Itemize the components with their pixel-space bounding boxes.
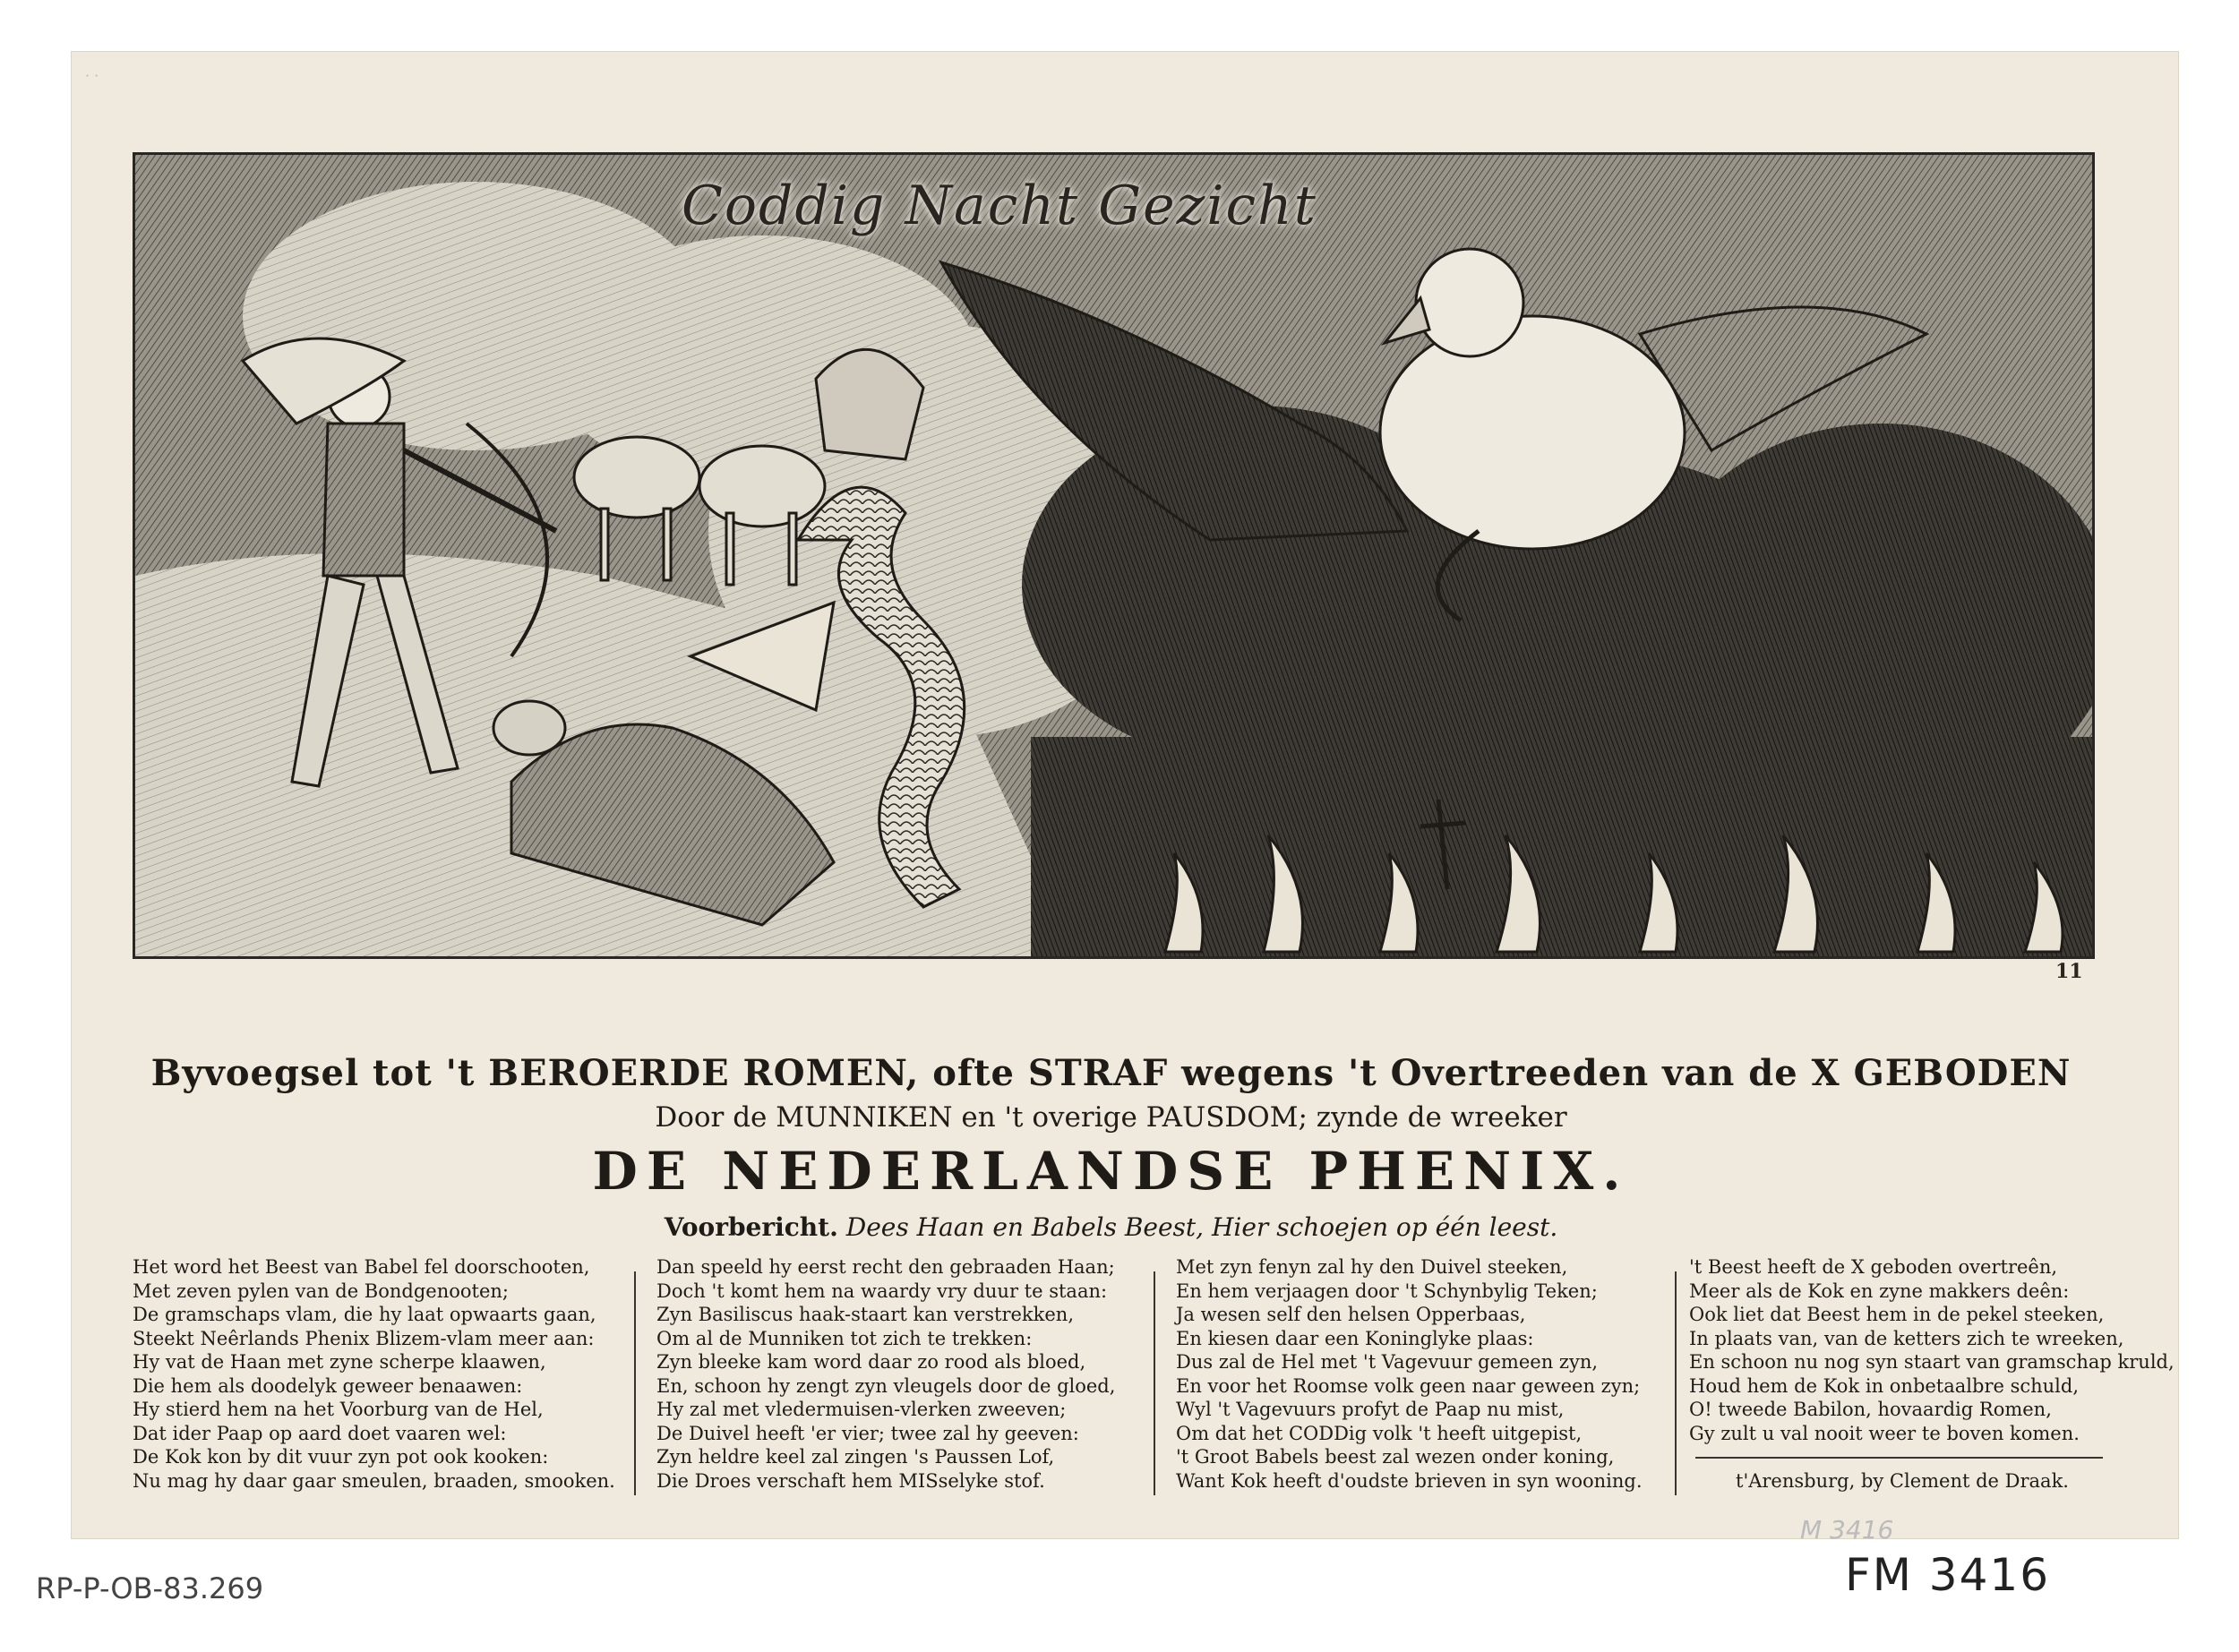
verse-line: En schoon nu nog syn staart van gramschap kruld, [1689, 1351, 2175, 1373]
verse-line: De Kok kon by dit vuur zyn pot ook kooken: [133, 1446, 549, 1468]
engraved-title: Coddig Nacht Gezicht [682, 175, 1317, 237]
verse-area [133, 1255, 2175, 1506]
verse-line: Hy stierd hem na het Voorburg van de Hel, [133, 1399, 544, 1420]
imprint-rule [1695, 1457, 2103, 1459]
column-divider [1675, 1271, 1677, 1495]
verse-line: Meer als de Kok en zyne makkers deên: [1689, 1280, 2070, 1302]
column-divider [1154, 1271, 1155, 1495]
verse-line: En voor het Roomse volk geen naar geween zyn; [1176, 1374, 1641, 1397]
verse-line: Die Droes verschaft hem MISselyke stof. [656, 1469, 1045, 1492]
corner-pencil-mark: · · [85, 67, 99, 84]
verse-line: Ook liet dat Beest hem in de pekel steeken, [1689, 1304, 2105, 1325]
verse-line: De Duivel heeft 'er vier; twee zal hy geeven: [656, 1422, 1079, 1444]
title-block [133, 1052, 2089, 1242]
preface-line [133, 1212, 2089, 1242]
verse-line: Die hem als doodelyk geweer benaawen: [133, 1374, 523, 1397]
verse-line: Zyn Basiliscus haak-staart kan verstrekken, [656, 1304, 1075, 1325]
preface-label: Voorbericht. [664, 1212, 838, 1242]
verse-line: Om al de Munniken tot zich te trekken: [656, 1327, 1033, 1349]
verse-line: Met zyn fenyn zal hy den Duivel steeken, [1176, 1256, 1568, 1278]
verse-line: Doch 't komt hem na waardy vry duur te staan: [656, 1280, 1108, 1302]
verse-column-1 [133, 1255, 616, 1493]
engraved-plate [133, 152, 2095, 959]
verse-line: In plaats van, van de ketters zich te wreeken, [1689, 1327, 2124, 1349]
verse-column-2 [656, 1255, 1122, 1493]
imprint: t'Arensburg, by Clement de Draak. [1736, 1470, 2069, 1492]
column-divider [634, 1271, 636, 1495]
preface-text: Dees Haan en Babels Beest, Hier schoejen op één leest. [845, 1212, 1558, 1242]
engraving-illustration [135, 155, 2092, 956]
verse-line: Met zeven pylen van de Bondgenooten; [133, 1280, 509, 1302]
verse-line: Gy zult u val nooit weer te boven komen. [1689, 1422, 2080, 1444]
inventory-number: FM 3416 [1845, 1549, 2051, 1601]
verse-line: Het word het Beest van Babel fel doorschooten, [133, 1256, 590, 1278]
verse-column-4 [1689, 1255, 2175, 1445]
heading-line-1: Byvoegsel tot 't BEROERDE ROMEN, ofte STRAF wegens 't Overtreeden van de X GEBODEN [150, 1052, 2072, 1094]
verse-line: Zyn bleeke kam word daar zo rood als bloed, [656, 1351, 1086, 1373]
verse-line: 't Groot Babels beest zal wezen onder koning, [1176, 1446, 1615, 1468]
verse-line: Zyn heldre keel zal zingen 's Paussen Lof, [656, 1446, 1055, 1468]
pencil-note: M 3416 [1800, 1515, 1894, 1545]
verse-line: Hy zal met vledermuisen-vlerken zweeven; [656, 1399, 1067, 1420]
verse-line: Wyl 't Vagevuurs profyt de Paap nu mist, [1176, 1399, 1565, 1420]
catalog-number: RP-P-OB-83.269 [36, 1571, 264, 1605]
verse-line: Dan speeld hy eerst recht den gebraaden Haan; [656, 1256, 1115, 1278]
verse-line: Nu mag hy daar gaar smeulen, braaden, smooken. [133, 1469, 615, 1492]
verse-line: En hem verjaagen door 't Schynbylig Teken; [1176, 1280, 1598, 1302]
verse-line: Dus zal de Hel met 't Vagevuur gemeen zyn, [1176, 1351, 1599, 1373]
verse-column-3 [1176, 1255, 1642, 1493]
verse-line: Houd hem de Kok in onbetaalbre schuld, [1689, 1374, 2080, 1397]
plate-number: 11 [2055, 960, 2083, 983]
verse-line: Ja wesen self den helsen Opperbaas, [1176, 1304, 1526, 1325]
verse-line: En, schoon hy zengt zyn vleugels door de gloed, [656, 1374, 1116, 1397]
verse-line: Dat ider Paap op aard doet vaaren wel: [133, 1422, 507, 1444]
verse-line: 't Beest heeft de X geboden overtreên, [1689, 1256, 2058, 1278]
verse-line: En kiesen daar een Koninglyke plaas: [1176, 1327, 1534, 1349]
verse-line: Want Kok heeft d'oudste brieven in syn wooning. [1176, 1469, 1643, 1492]
verse-line: De gramschaps vlam, die hy laat opwaarts gaan, [133, 1304, 596, 1325]
heading-line-2: Door de MUNNIKEN en 't overige PAUSDOM; zynde de wreeker [655, 1101, 1567, 1134]
verse-line: Om dat het CODDig volk 't heeft uitgepist, [1176, 1422, 1583, 1444]
verse-line: Steekt Neêrlands Phenix Blizem-vlam meer aan: [133, 1327, 595, 1349]
verse-line: Hy vat de Haan met zyne scherpe klaawen, [133, 1351, 546, 1373]
main-title: DE NEDERLANDSE PHENIX. [592, 1141, 1630, 1202]
verse-line: O! tweede Babilon, hovaardig Romen, [1689, 1399, 2052, 1420]
